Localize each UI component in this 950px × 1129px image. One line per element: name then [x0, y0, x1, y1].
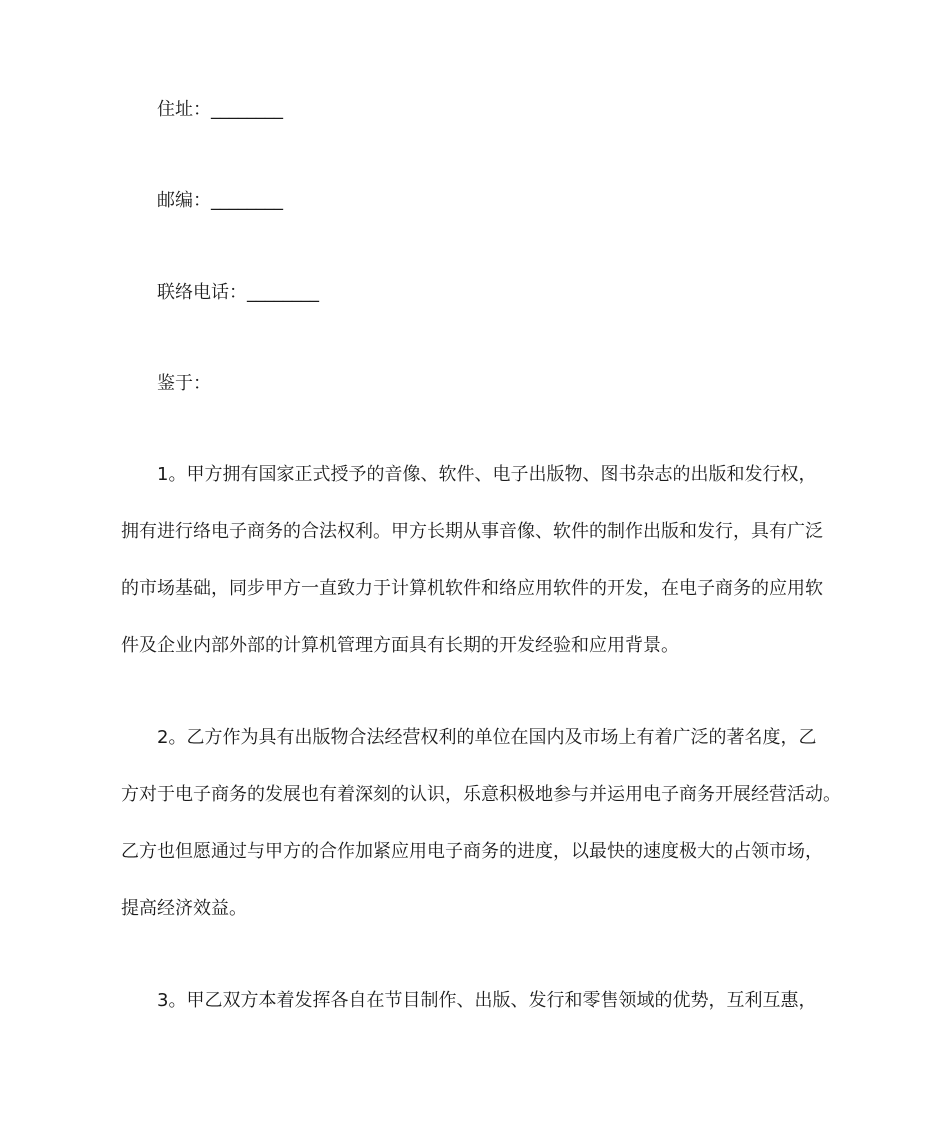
clause-1-line-3: 的市场基础，同步甲方一直致力于计算机软件和络应用软件的开发，在电子商务的应用软 — [121, 578, 823, 599]
clause-2-line-1: 2。乙方作为具有出版物合法经营权利的单位在国内及市场上有着广泛的著名度，乙 — [157, 727, 817, 748]
address-field: 住址：________ — [157, 99, 283, 120]
clause-2-line-3: 乙方也但愿通过与甲方的合作加紧应用电子商务的进度，以最快的速度极大的占领市场， — [121, 841, 823, 862]
clause-1-line-2: 拥有进行络电子商务的合法权利。甲方长期从事音像、软件的制作出版和发行，具有广泛 — [121, 521, 823, 542]
phone-field: 联络电话：________ — [157, 282, 319, 303]
whereas-heading: 鉴于： — [157, 373, 211, 394]
clause-2-line-4: 提高经济效益。 — [121, 898, 247, 919]
clause-1-line-4: 件及企业内部外部的计算机管理方面具有长期的开发经验和应用背景。 — [121, 635, 679, 656]
clause-1-line-1: 1。甲方拥有国家正式授予的音像、软件、电子出版物、图书杂志的出版和发行权， — [157, 464, 817, 485]
clause-3-line-1: 3。甲乙双方本着发挥各自在节目制作、出版、发行和零售领域的优势，互利互惠， — [157, 990, 817, 1011]
clause-2-line-2: 方对于电子商务的发展也有着深刻的认识，乐意积极地参与并运用电子商务开展经营活动。 — [121, 784, 841, 805]
postcode-field: 邮编：________ — [157, 190, 283, 211]
